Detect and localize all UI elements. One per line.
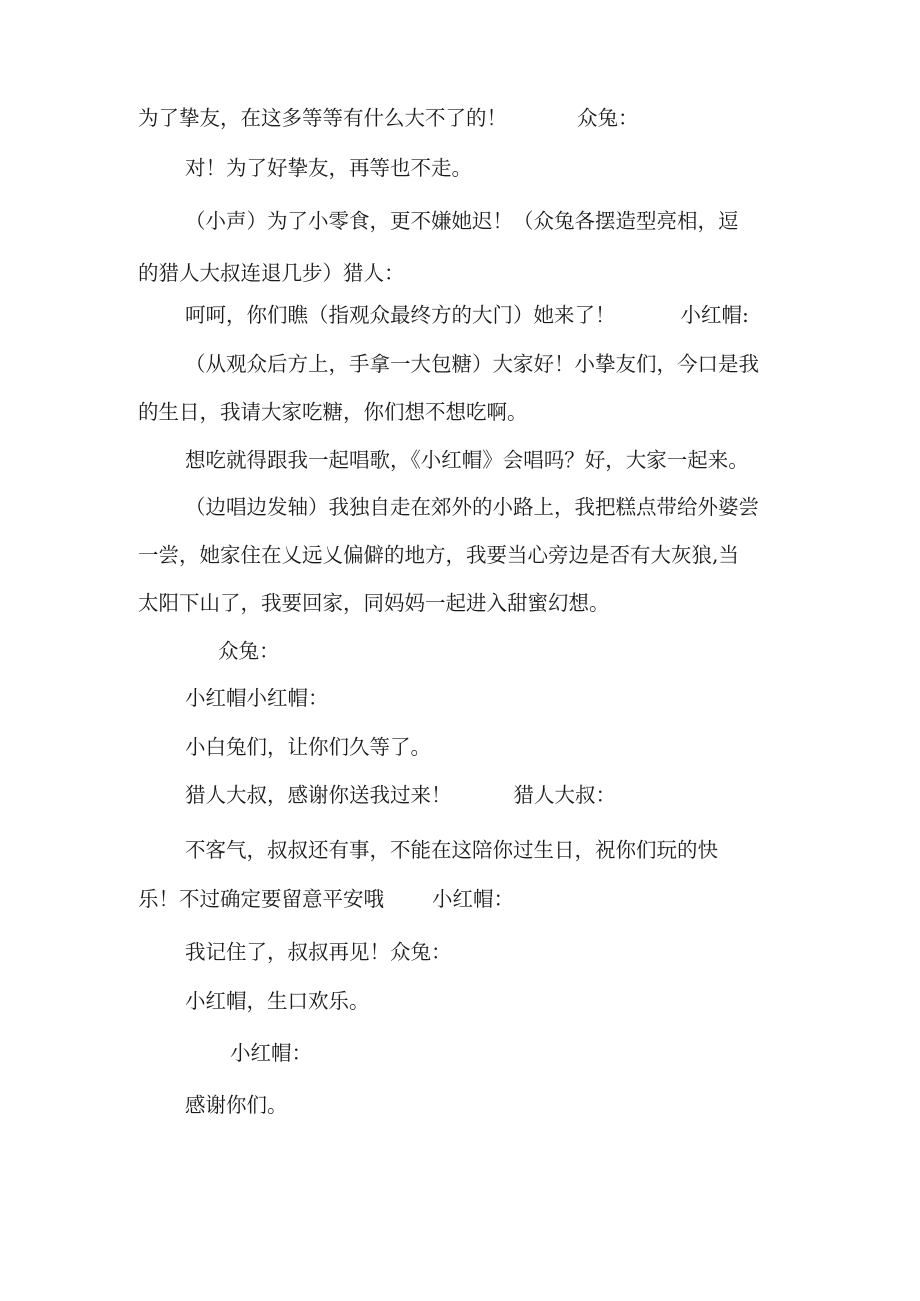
text-line — [185, 350, 759, 378]
text-line — [185, 1091, 288, 1119]
text-line — [185, 493, 759, 521]
line-text: 对！为了好挚友，再等也不走。 — [185, 156, 472, 180]
text-line — [218, 637, 280, 665]
text-line — [185, 781, 616, 809]
text-line — [185, 733, 431, 761]
line-text: 为了挚友，在这多等等有什么大不了的！ — [138, 106, 507, 130]
line-text: （边唱边发轴）我独自走在郊外的小路上，我把糕点带给外婆尝 — [185, 495, 759, 519]
text-line — [138, 104, 639, 132]
line-text: 呵呵，你们瞧（指观众最终方的大门）她来了！ — [185, 303, 616, 327]
text-line — [230, 1039, 312, 1067]
line-text: 太阳下山了，我要回家，同妈妈一起进入甜蜜幻想。 — [138, 591, 610, 615]
speaker-label: 小红帽: — [680, 303, 749, 327]
speaker-label: 猎人大叔： — [513, 783, 616, 807]
text-line — [185, 836, 718, 864]
speaker-label: 众兔： — [218, 639, 280, 663]
text-line — [138, 541, 739, 569]
line-text: 小红帽，生口欢乐。 — [185, 989, 370, 1013]
text-line — [185, 301, 749, 329]
line-text: 的生日，我请大家吃糖，你们想不想吃啊。 — [138, 400, 528, 424]
text-line — [185, 938, 452, 966]
line-text: 我记住了，叔叔再见！众兔： — [185, 940, 452, 964]
text-line — [185, 154, 472, 182]
line-text: （从观众后方上，手拿一大包糖）大家好！小挚友们，今口是我 — [185, 352, 759, 376]
text-line — [138, 259, 405, 287]
line-text: 不客气，叔叔还有事，不能在这陪你过生日，祝你们玩的快 — [185, 838, 718, 862]
speaker-label: 众兔： — [577, 106, 639, 130]
text-line — [138, 589, 610, 617]
line-text: （小声）为了小零食，更不嫌她迟！（众兔各摆造型亮相，逗 — [185, 209, 739, 233]
text-line — [138, 885, 514, 913]
text-line — [185, 207, 739, 235]
line-text: 猎人大叔，感谢你送我过来！ — [185, 783, 452, 807]
text-line — [185, 987, 370, 1015]
text-line — [138, 398, 528, 426]
text-line — [185, 446, 749, 474]
line-text: 小红帽小红帽： — [185, 686, 329, 710]
line-text: 一尝，她家住在乂远乂偏僻的地方，我要当心旁边是否有大灰狼,当 — [138, 543, 740, 567]
line-text: 感谢你们。 — [185, 1093, 288, 1117]
line-text: 小白兔们，让你们久等了。 — [185, 735, 431, 759]
speaker-label: 小红帽： — [432, 887, 514, 911]
line-text: 乐！不过确定要留意平安哦 — [138, 887, 384, 911]
line-text: 想吃就得跟我一起唱歌，《小红帽》会唱吗？好，大家一起来。 — [185, 448, 749, 472]
line-text: 的猎人大叔连退几步）猎人： — [138, 261, 405, 285]
speaker-label: 小红帽： — [230, 1041, 312, 1065]
text-line — [185, 684, 329, 712]
